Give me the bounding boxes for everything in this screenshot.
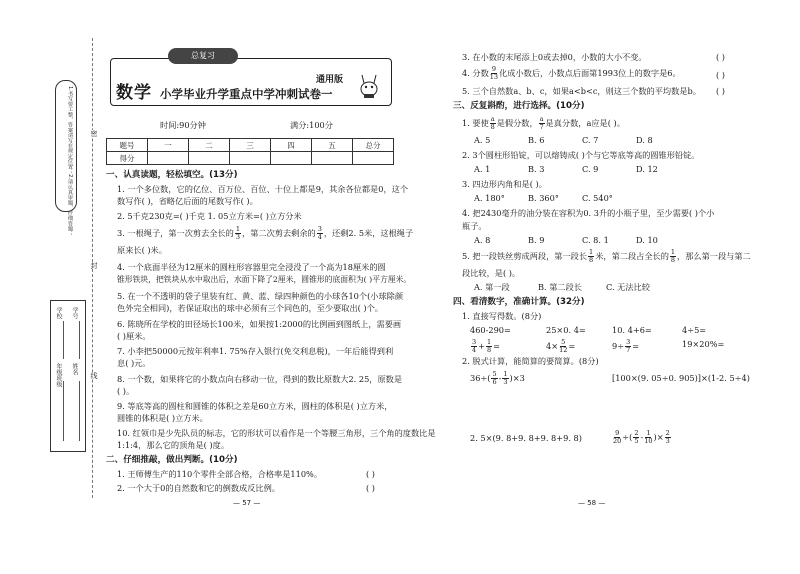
q3-text-b: ，第二次剪去剩余的 xyxy=(242,228,316,238)
judge-4 xyxy=(462,66,681,81)
score-input-cell[interactable] xyxy=(271,152,312,165)
name-label: 姓名 xyxy=(71,363,78,375)
review-banner: 总复习 xyxy=(168,48,238,64)
choice-1-option[interactable]: D. 8 xyxy=(636,135,653,145)
edition-label: 通用版 xyxy=(314,72,345,85)
grade-label: 年级班级 xyxy=(55,363,62,387)
calc-item: 25×0. 4= xyxy=(546,325,586,335)
id-line[interactable] xyxy=(79,321,80,359)
name-line[interactable] xyxy=(79,381,80,441)
grade-line[interactable] xyxy=(63,381,64,441)
section-3-heading: 三、反复斟酌，进行选择。(10分) xyxy=(453,101,585,111)
expression-1: 36÷( 5 6 - 1 3 )×3 xyxy=(470,370,525,386)
judge-4-answer[interactable]: ( ) xyxy=(716,70,725,80)
choice-2-option[interactable]: C. 9 xyxy=(582,164,599,174)
question-1-line-1: 1. 一个多位数，它的亿位、百万位、百位、十位上都是9，其余各位都是0，这个 xyxy=(117,184,409,194)
fraction: a 7 xyxy=(539,115,544,131)
choice-1-text-b: 是假分数， xyxy=(496,118,538,128)
q3-text-a: 3. 一根绳子，第一次剪去全长的 xyxy=(117,228,234,238)
score-cell: 三 xyxy=(230,139,271,152)
fraction: a 8 xyxy=(490,115,495,131)
score-input-cell[interactable] xyxy=(230,152,271,165)
choice-1-text-a: 1. 要使 xyxy=(462,118,489,128)
page-number-right: — 58 — xyxy=(578,499,606,507)
choice-5-line-1 xyxy=(462,249,751,264)
section-4-heading: 四、看清数字，准确计算。(32分) xyxy=(453,297,585,307)
expression-4: 9 20 ÷( 2 5 - 1 10 )× 2 3 xyxy=(613,429,670,445)
judge-1-answer[interactable]: ( ) xyxy=(366,469,375,479)
score-input-cell[interactable] xyxy=(312,152,353,165)
question-5-line-1: 5. 在一个不透明的袋子里装有红、黄、蓝、绿四种颜色的小球各10个(小球除颜 xyxy=(117,291,404,301)
calc-item: 19×20%= xyxy=(682,339,725,349)
question-6-line-2: ( )厘米。 xyxy=(117,331,151,341)
choice-2: 2. 3个圆柱形铅锭，可以熔铸成( )个与它等底等高的圆锥形铅锭。 xyxy=(462,150,700,160)
choice-5-option[interactable]: C. 无法比较 xyxy=(606,282,650,292)
question-4-line-2: 锥形铁块，把铁块从水中取出后，水面下降了2厘米，圆锥形的底面积为( )平方厘米。 xyxy=(117,275,412,284)
question-10-line-1: 10. 红领巾是少先队员的标志，它的形状可以看作是一个等腰三角形，三个角的度数比是 xyxy=(117,428,436,438)
student-info-box xyxy=(50,300,86,452)
score-cell: 五 xyxy=(312,139,353,152)
calc-item: 4÷5= xyxy=(682,325,707,335)
choice-1-option[interactable]: A. 5 xyxy=(474,135,491,145)
choice-4-option[interactable]: C. 8. 1 xyxy=(582,235,609,245)
calc-1-heading: 1. 直接写得数。(8分) xyxy=(462,311,542,321)
time-limit: 时间:90分钟 xyxy=(160,120,206,130)
expression-3: 2. 5×(9. 8+9. 8+9. 8+9. 8) xyxy=(470,433,582,443)
school-label: 学校 xyxy=(55,307,62,319)
instruction-text: 1.书写要工整，答案请写在规定位置；2.请认真审题，仔细答题； xyxy=(67,86,73,237)
choice-3-option[interactable]: B. 360° xyxy=(528,193,559,203)
choice-1 xyxy=(462,116,625,131)
seal-mark-3: 线 xyxy=(90,372,98,379)
section-1-heading: 一、认真读题，轻松填空。(13分) xyxy=(106,170,238,180)
section-2-heading: 二、仔细推敲，做出判断。(10分) xyxy=(106,455,238,465)
choice-4-option[interactable]: B. 9 xyxy=(528,235,545,245)
score-table-header-row xyxy=(107,139,394,152)
score-cell: 四 xyxy=(271,139,312,152)
score-cell: 二 xyxy=(189,139,230,152)
judge-3: 3. 在小数的末尾添上0或去掉0，小数的大小不变。 xyxy=(462,52,647,62)
score-cell: 得分 xyxy=(107,152,148,165)
judge-1: 1. 王师傅生产的110个零件全部合格，合格率是110%。 xyxy=(117,469,323,479)
calc-item: 4× 5 12 = xyxy=(546,338,576,354)
choice-4-option[interactable]: A. 8 xyxy=(474,235,491,245)
question-3-line-1 xyxy=(117,226,413,241)
question-8-line-1: 8. 一个数，如果将它的小数点向右移动一位，得到的数比原数大2. 25，原数是 xyxy=(117,374,403,384)
choice-4-option[interactable]: D. 10 xyxy=(636,235,658,245)
fraction: 3 4 xyxy=(317,225,322,241)
score-cell: 题号 xyxy=(107,139,148,152)
choice-2-option[interactable]: A. 1 xyxy=(474,164,491,174)
fraction: 1 8 xyxy=(589,248,594,264)
calc-item: 3 4 + 1 8 = xyxy=(472,338,501,354)
calc-item: 10. 4+6= xyxy=(612,325,652,335)
seal-mark-1: 密 xyxy=(90,130,98,137)
choice-5-line-2: 段比较，是( )。 xyxy=(462,268,521,278)
choice-4-line-2: 瓶子。 xyxy=(462,221,487,231)
judge-5: 5. 三个自然数a、b、c，如果a<b<c，则这三个数的平均数是b。 xyxy=(462,86,701,96)
choice-5-option[interactable]: A. 第一段 xyxy=(474,282,510,292)
choice-1-text-c: 是真分数，a应是( )。 xyxy=(545,118,625,128)
choice-2-option[interactable]: D. 12 xyxy=(636,164,658,174)
exam-title: 小学毕业升学重点中学冲刺试卷一 xyxy=(160,87,333,101)
score-input-cell[interactable] xyxy=(148,152,189,165)
judge-2: 2. 一个大于0的自然数和它的倒数成反比例。 xyxy=(117,483,280,493)
choice-5-option[interactable]: B. 第二段长 xyxy=(538,282,582,292)
question-2: 2. 5千克230克=( )千克 1. 05立方米=( )立方分米 xyxy=(117,211,302,221)
judge-4-text-b: 化成小数后，小数点后面第1993位上的数字是6。 xyxy=(499,68,681,78)
question-1-line-2: 数写作( )，省略亿后面的尾数写作( )。 xyxy=(117,196,258,206)
choice-3: 3. 四边形内角和是( )。 xyxy=(462,179,547,189)
school-line[interactable] xyxy=(63,321,64,359)
expression-2: [100×(9. 05÷0. 905)]×(1-2. 5÷4) xyxy=(612,373,750,383)
question-10-line-2: 1:1:4，那么它的顶角是( )度。 xyxy=(117,440,230,450)
choice-5-text-c: ，那么第一段与第二 xyxy=(677,251,751,261)
mascot-icon xyxy=(356,74,382,98)
question-5-line-2: 色外完全相同)，若保证取出的球中必须有三个同色的，至少要取出( )个。 xyxy=(117,303,383,313)
fraction: 9 13 xyxy=(489,65,499,81)
question-9-line-2: 圆锥的体积是( )立方米。 xyxy=(117,413,208,423)
choice-1-option[interactable]: C. 7 xyxy=(582,135,599,145)
judge-4-text-a: 4. 分数 xyxy=(462,68,489,78)
calc-item: 460-290= xyxy=(470,325,511,335)
choice-3-option[interactable]: C. 540° xyxy=(582,193,613,203)
choice-5-text-a: 5. 把一段铁丝剪成两段，第一段长 xyxy=(462,251,588,261)
full-score: 满分:100分 xyxy=(290,120,333,130)
judge-5-answer[interactable]: ( ) xyxy=(716,86,725,96)
question-3-line-2: 原来长( )米。 xyxy=(117,245,167,255)
question-8-line-2: ( )。 xyxy=(117,386,135,396)
judge-2-answer[interactable]: ( ) xyxy=(366,483,375,493)
seal-mark-2: 封 xyxy=(90,262,98,269)
page-number-left: — 57 — xyxy=(233,499,261,507)
judge-3-answer[interactable]: ( ) xyxy=(716,52,725,62)
choice-5-text-b: 米，第二段占全长的 xyxy=(595,251,669,261)
score-cell: 一 xyxy=(148,139,189,152)
q3-text-c: ，还剩2. 5米，这根绳子 xyxy=(323,228,414,238)
calc-2-heading: 2. 脱式计算，能简算的要简算。(8分) xyxy=(462,356,599,366)
calc-item: 9÷ 3 7 = xyxy=(612,338,640,354)
question-7-line-2: 息( )元。 xyxy=(117,358,151,368)
id-label: 学号 xyxy=(71,307,78,319)
subject-title: 数学 xyxy=(116,83,152,103)
score-cell: 总分 xyxy=(353,139,394,152)
score-input-cell[interactable] xyxy=(353,152,394,165)
question-9-line-1: 9. 等底等高的圆柱和圆锥的体积之差是60立方米，圆柱的体积是( )立方米， xyxy=(117,401,393,411)
question-7-line-1: 7. 小李把50000元按年利率1. 75%存入银行(免交利息税)，一年后能得到利 xyxy=(117,346,394,356)
score-table-score-row xyxy=(107,152,394,165)
choice-2-option[interactable]: B. 3 xyxy=(528,164,545,174)
score-input-cell[interactable] xyxy=(189,152,230,165)
fraction: 1 8 xyxy=(670,248,676,264)
choice-4-line-1: 4. 把2430毫升的油分装在容积为0. 3升的小瓶子里，至少需要( )个小 xyxy=(462,208,715,218)
choice-3-option[interactable]: A. 180° xyxy=(474,193,505,203)
score-table xyxy=(106,138,394,165)
fraction: 1 3 xyxy=(235,225,240,241)
question-4-line-1: 4. 一个底面半径为12厘米的圆柱形容器里完全浸没了一个高为18厘米的圆 xyxy=(117,262,386,272)
choice-1-option[interactable]: B. 6 xyxy=(528,135,545,145)
question-6-line-1: 6. 陈晓所在学校的田径场长100米，如果按1:2000的比例画到图纸上，需要画 xyxy=(117,319,402,329)
